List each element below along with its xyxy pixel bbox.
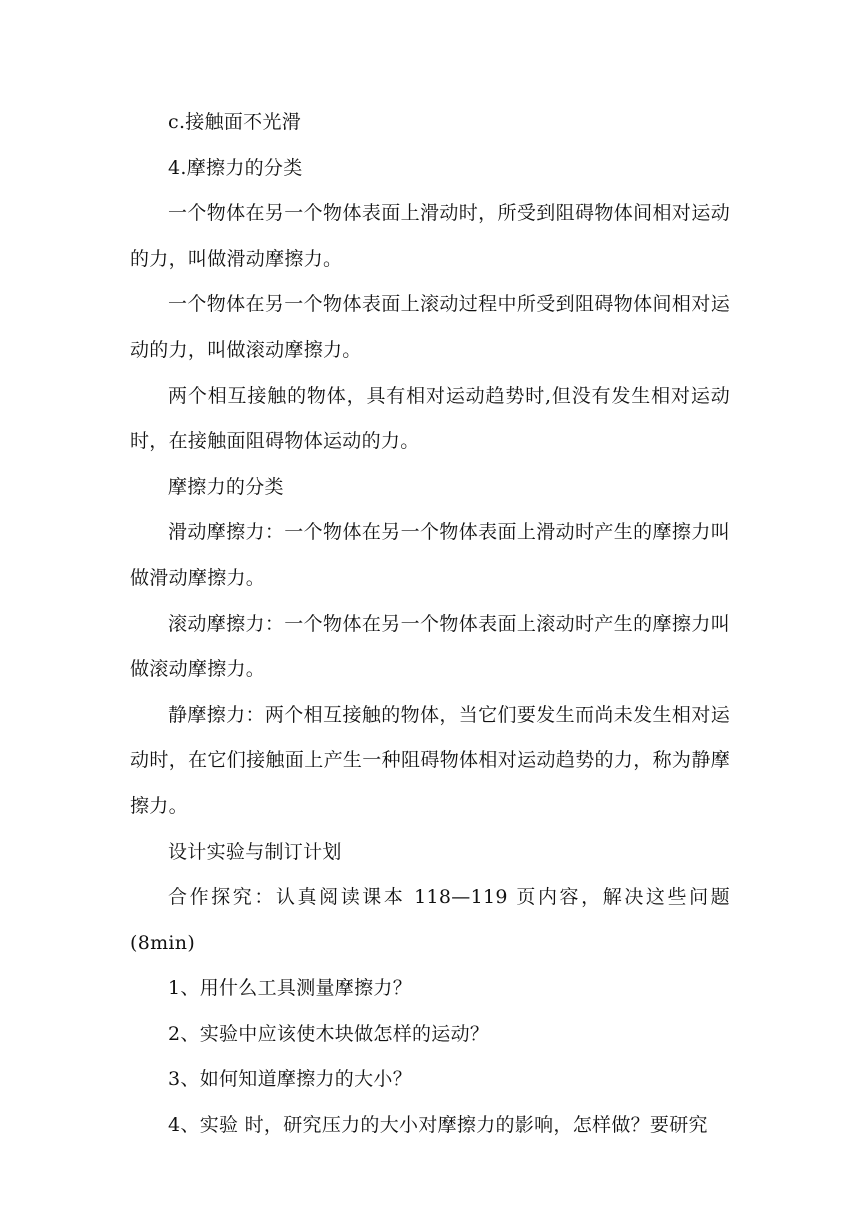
- question-item-4: 4、实验 时，研究压力的大小对摩擦力的影响，怎样做？要研究: [168, 1114, 708, 1137]
- paragraph-sliding-friction: 滑动摩擦力：一个物体在另一个物体表面上滑动时产生的摩擦力叫做滑动摩擦力。: [130, 521, 730, 589]
- subheading-friction-classification: 摩擦力的分类: [168, 475, 284, 498]
- question-item-3: 3、如何知道摩擦力的大小？: [168, 1068, 412, 1091]
- paragraph-item-c: c.接触面不光滑: [168, 111, 302, 133]
- question-item-2: 2、实验中应该使木块做怎样的运动？: [168, 1022, 490, 1045]
- paragraph-static-friction-description: 两个相互接触的物体，具有相对运动趋势时,但没有发生相对运动时，在接触面阻碍物体运动的力。: [130, 384, 730, 453]
- question-item-1: 1、用什么工具测量摩擦力？: [168, 977, 412, 1000]
- paragraph-cooperative-inquiry: 合作探究：认真阅读课本 118—119 页内容，解决这些问题(8min): [130, 886, 730, 954]
- paragraph-sliding-friction-definition: 一个物体在另一个物体表面上滑动时，所受到阻碍物体间相对运动的力，叫做滑动摩擦力。: [130, 202, 730, 270]
- paragraph-rolling-friction: 滚动摩擦力：一个物体在另一个物体表面上滚动时产生的摩擦力叫做滚动摩擦力。: [130, 612, 730, 681]
- section-heading-friction-classification: 4.摩擦力的分类: [168, 156, 303, 179]
- subheading-experiment-design: 设计实验与制订计划: [168, 840, 342, 863]
- paragraph-rolling-friction-definition: 一个物体在另一个物体表面上滚动过程中所受到阻碍物体间相对运动的力，叫做滚动摩擦力。: [130, 293, 730, 361]
- paragraph-static-friction: 静摩擦力：两个相互接触的物体，当它们要发生而尚未发生相对运动时，在它们接触面上产生一种阻碍物体相对运动趋势的力，称为静摩擦力。: [130, 703, 730, 817]
- body-text: [130, 100, 730, 1149]
